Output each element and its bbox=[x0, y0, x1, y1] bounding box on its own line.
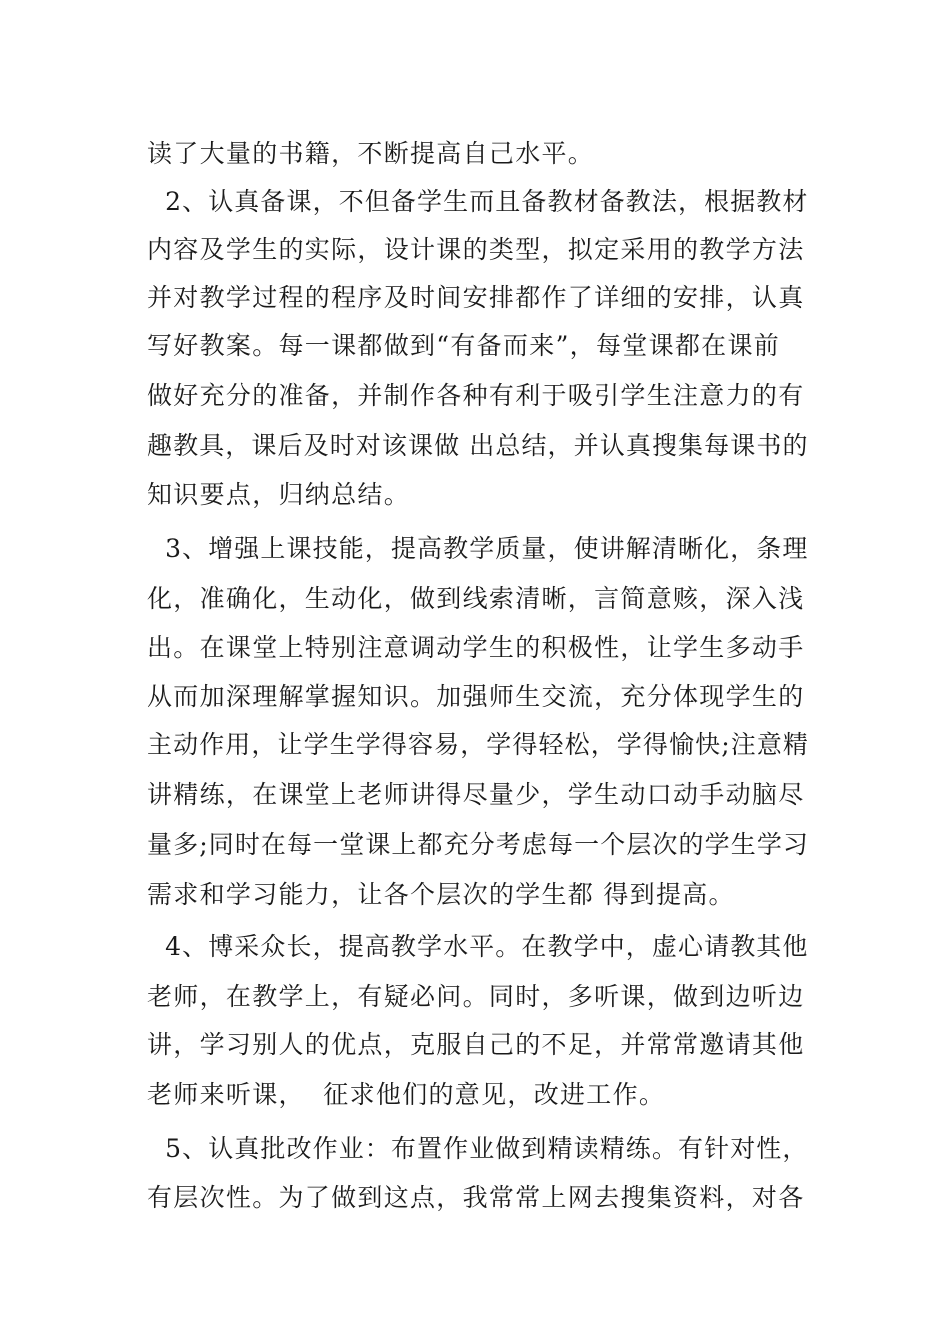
text-line: 从而加深理解掌握知识。加强师生交流，充分体现学生的 bbox=[147, 682, 805, 711]
text-line: 内容及学生的实际，设计课的类型，拟定采用的教学方法 bbox=[147, 235, 805, 264]
text-line: 3、增强上课技能，提高教学质量，使讲解清晰化，条理 bbox=[147, 534, 809, 563]
text-line: 讲，学习别人的优点，克服自己的不足，并常常邀请其他 bbox=[147, 1030, 805, 1059]
text-line: 需求和学习能力，让各个层次的学生都 得到提高。 bbox=[147, 880, 735, 909]
text-line: 化，准确化，生动化，做到线索清晰，言简意赅，深入浅 bbox=[147, 584, 805, 613]
text-line: 并对教学过程的程序及时间安排都作了详细的安排，认真 bbox=[147, 283, 805, 312]
text-line: 趣教具，课后及时对该课做 出总结，并认真搜集每课书的 bbox=[147, 431, 809, 460]
text-line: 读了大量的书籍，不断提高自己水平。 bbox=[147, 139, 595, 168]
text-line: 做好充分的准备，并制作各种有利于吸引学生注意力的有 bbox=[147, 381, 805, 410]
text-line: 出。在课堂上特别注意调动学生的积极性，让学生多动手 bbox=[147, 633, 805, 662]
text-line: 老师来听课， 征求他们的意见，改进工作。 bbox=[147, 1080, 666, 1109]
text-line: 知识要点，归纳总结。 bbox=[147, 480, 411, 509]
text-line: 4、博采众长，提高教学水平。在教学中，虚心请教其他 bbox=[147, 932, 809, 961]
text-line: 量多;同时在每一堂课上都充分考虑每一个层次的学生学习 bbox=[147, 830, 810, 859]
text-line: 写好教案。每一课都做到“有备而来”，每堂课都在课前 bbox=[147, 331, 781, 360]
text-line: 老师，在教学上，有疑必问。同时，多听课，做到边听边 bbox=[147, 982, 805, 1011]
text-line: 主动作用，让学生学得容易，学得轻松，学得愉快;注意精 bbox=[147, 730, 810, 759]
text-line: 有层次性。为了做到这点，我常常上网去搜集资料，对各 bbox=[147, 1183, 805, 1212]
text-line: 5、认真批改作业：布置作业做到精读精练。有针对性， bbox=[147, 1134, 809, 1163]
text-line: 2、认真备课，不但备学生而且备教材备教法，根据教材 bbox=[147, 187, 809, 216]
text-line: 讲精练，在课堂上老师讲得尽量少，学生动口动手动脑尽 bbox=[147, 780, 805, 809]
